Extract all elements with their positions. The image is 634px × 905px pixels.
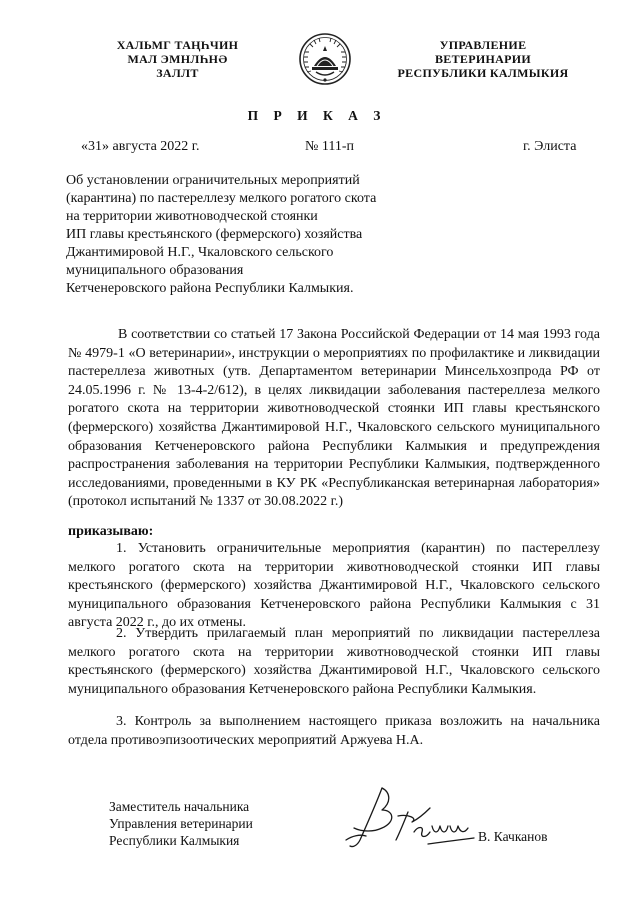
signatory-position-line: Управления ветеринарии	[109, 816, 253, 831]
order-item-1: 1. Установить ограничительные мероприятия (карантин) по пастереллезу мелкого рогатого скота на территории животноводческой стоянки ИП главы крестьянского (фермерского) хозяйства Джантимировой Н.Г., Чкаловского сельского муниципального образования Кетченеровского района Республики Калмыкия с 31 августа 2022 г., до их отмены.	[68, 541, 600, 631]
preamble-paragraph: В соответствии со статьей 17 Закона Российской Федерации от 14 мая 1993 года № 4979-1 «О ветеринарии», инструкции о мероприятиях по профилактике и ликвидации пастереллеза животных (утв. Департаментом ветеринарии Минсельхозпрода РФ от 24.05.1996 г. № 13-4-2/612), в целях ликвидации заболевания пастереллеза мелкого рогатого скота на территории животноводческой стоянки ИП главы крестьянского (фермерского) хозяйства Джантимировой Н.Г., Чкаловского сельского муниципального образования Кетченеровского района Республики Калмыкия и предупреждения распространения заболевания на территории Республики Калмыкия, подтвержденного исследованиями, проведенными в КУ РК «Республиканская ветеринарная лаборатория» (протокол испытаний № 1337 от 30.08.2022 г.)	[68, 327, 600, 510]
signatory-name: В. Качканов	[478, 829, 548, 844]
signatory-position-line: Республики Калмыкия	[109, 833, 240, 848]
header-right-line: ВЕТЕРИНАРИИ	[435, 52, 531, 66]
header-right-line: УПРАВЛЕНИЕ	[439, 38, 527, 52]
signatory-position-line: Заместитель начальника	[109, 799, 250, 814]
document-title: П Р И К А З	[247, 108, 387, 123]
order-item-3: 3. Контроль за выполнением настоящего приказа возложить на начальника отдела противоэпизоотических мероприятий Аржуева Н.А.	[68, 714, 600, 748]
header-left-org-name	[95, 38, 260, 80]
subject-line: (карантина) по пастереллезу мелкого рогатого скота	[66, 191, 377, 206]
subject-line: Джантимировой Н.Г., Чкаловского сельского	[66, 245, 334, 260]
subject-line: ИП главы крестьянского (фермерского) хозяйства	[66, 227, 363, 242]
header-right-org-name	[383, 38, 583, 80]
subject-line: на территории животноводческой стоянки	[66, 209, 318, 224]
order-keyword: приказываю:	[68, 524, 154, 539]
subject-line: муниципального образования	[66, 263, 244, 278]
header-right-line: РЕСПУБЛИКИ КАЛМЫКИЯ	[397, 66, 569, 80]
order-date: «31» августа 2022 г.	[81, 139, 200, 154]
coat-of-arms-emblem	[298, 30, 352, 88]
order-item-2: 2. Утвердить прилагаемый план мероприятий по ликвидации пастереллеза мелкого рогатого скота на территории животноводческой стоянки ИП главы крестьянского (фермерского) хозяйства Джантимировой Н.Г., Чкаловского сельского муниципального образования Кетченеровского района Республики Калмыкия.	[68, 626, 600, 697]
subject-line: Об установлении ограничительных мероприятий	[66, 173, 360, 188]
handwritten-signature	[338, 782, 488, 860]
signatory-position	[109, 798, 253, 849]
header-left-line: ХАЛЬМГ ТАҢҺЧИН	[116, 38, 239, 52]
header-left-line: ЗАЛЛТ	[156, 66, 199, 80]
order-subject	[66, 172, 426, 298]
order-city: г. Элиста	[523, 139, 577, 154]
subject-line: Кетченеровского района Республики Калмыкия.	[66, 281, 354, 296]
header-left-line: МАЛ ЭМНЛҺНӘ	[127, 52, 228, 66]
order-number: № 111-п	[305, 139, 354, 154]
